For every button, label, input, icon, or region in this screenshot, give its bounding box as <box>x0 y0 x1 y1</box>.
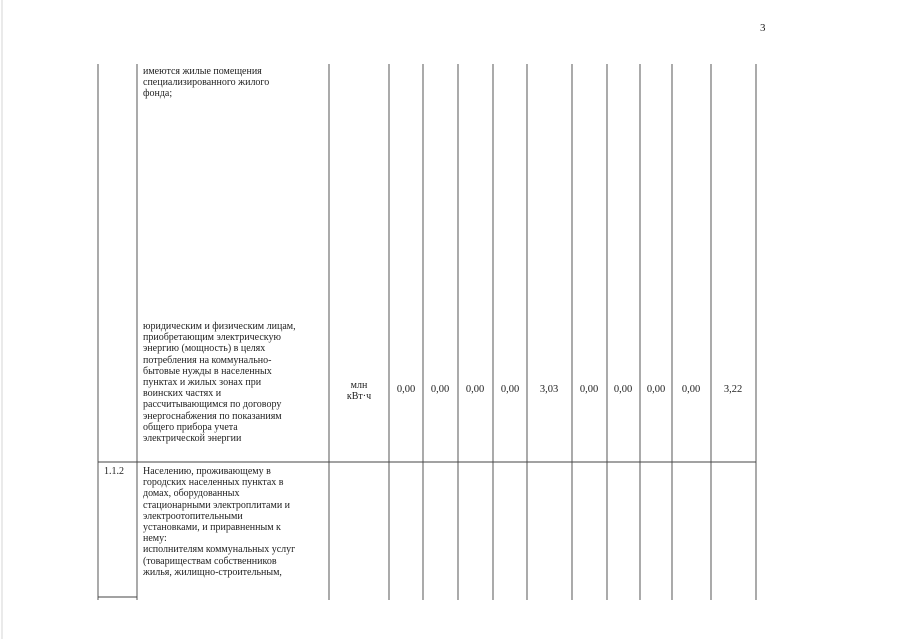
row-b-value-6: 0,00 <box>579 384 599 395</box>
row-b-value-4: 0,00 <box>500 384 520 395</box>
row-b-value-1: 0,00 <box>396 384 416 395</box>
row-b-value-8: 0,00 <box>646 384 666 395</box>
row-c-description: Населению, проживающему в городских населенных пунктах в домах, оборудованных стационарными электроплитами и электроотопительными установками, и приравненным к нему: исполнителям коммунальных услуг (товариществам собственников жилья, жилищно-строительным, <box>143 466 296 578</box>
row-b-value-9: 0,00 <box>681 384 701 395</box>
row-c-number: 1.1.2 <box>104 466 124 477</box>
row-b-unit: млн кВт·ч <box>346 380 372 402</box>
row-b-description: юридическим и физическим лицам, приобретающим электрическую энергию (мощность) в целях потребления на коммунально- бытовые нужды в населенных пунктах и жилых зонах при воинских частях и рассчитывающимся по договору энергоснабжения по показаниям общего прибора учета электрической энергии <box>143 321 296 445</box>
row-b-value-5: 3,03 <box>539 384 559 395</box>
row-a-description: имеются жилые помещения специализированного жилого фонда; <box>143 66 270 100</box>
row-b-value-3: 0,00 <box>465 384 485 395</box>
row-b-value-10: 3,22 <box>723 384 743 395</box>
page-number: 3 <box>760 22 766 34</box>
row-b-value-2: 0,00 <box>430 384 450 395</box>
row-b-value-7: 0,00 <box>613 384 633 395</box>
